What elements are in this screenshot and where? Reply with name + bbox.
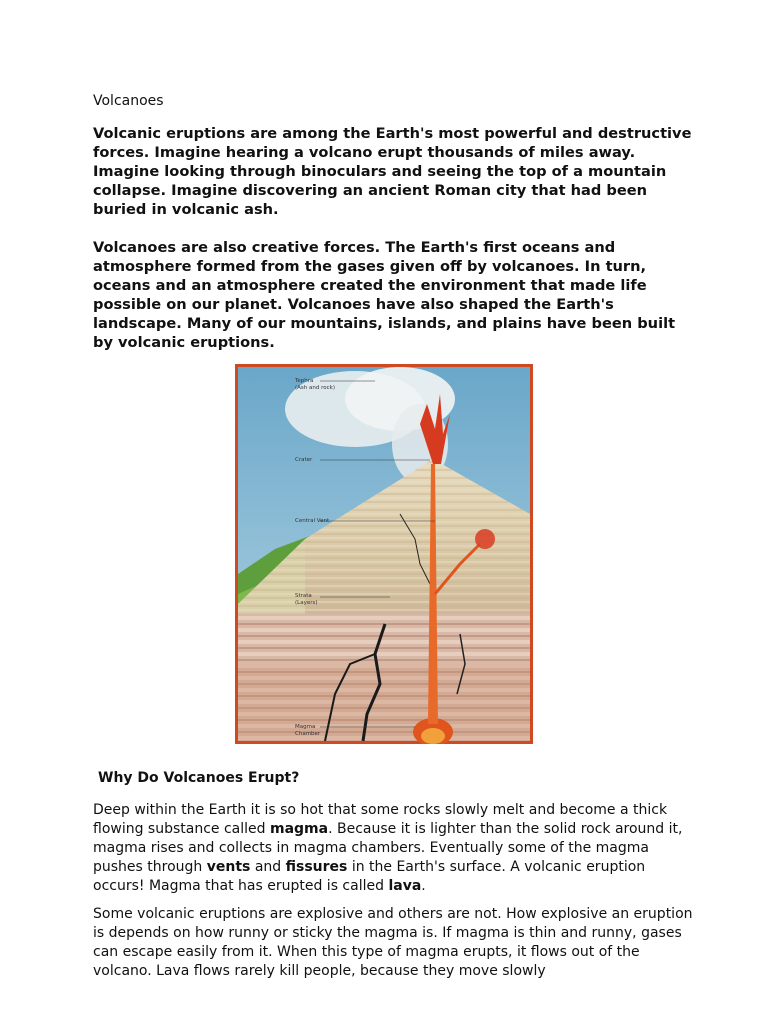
paragraph-1: Deep within the Earth it is so hot that some rocks slowly melt and become a thick flowing substance called magma. Because it is lighter than the solid rock around it, magma rises and collects in magma chambers. Eventually some of the magma pushes through vents and fissures in the Earth's surface. A volcanic eruption occurs! Magma that has erupted is called lava. — [93, 802, 683, 894]
document-title: Volcanoes — [93, 93, 164, 109]
label-strata-sub: (Layers) — [295, 600, 318, 606]
label-crater: Crater — [295, 457, 313, 463]
intro-paragraph-2: Volcanoes are also creative forces. The Earth's first oceans and atmosphere formed from the gases given off by volcanoes. In turn, oceans and an atmosphere created the environment that made life possible on our planet. Volcanoes have also shaped the Earth's landscape. Many of our mountains, islands, and plains have been built by volcanic eruptions. — [93, 239, 676, 351]
intro-paragraph-1: Volcanic eruptions are among the Earth's most powerful and destructive forces. Imagine hearing a volcano erupt thousands of miles away. Imagine looking through binoculars and seeing the top of a mountain collapse. Imagine discovering an ancient Roman city that had been buried in volcanic ash. — [93, 125, 692, 218]
volcano-diagram — [235, 364, 533, 744]
section-heading: Why Do Volcanoes Erupt? — [98, 770, 300, 786]
term-lava: lava — [388, 878, 422, 894]
term-fissures: fissures — [285, 859, 348, 875]
label-strata: Strata — [295, 593, 312, 599]
body-text — [93, 801, 693, 990]
label-magma: Magma — [295, 724, 316, 730]
paragraph-2: Some volcanic eruptions are explosive and others are not. How explosive an eruption is depends on how runny or sticky the magma is. If magma is thin and runny, gases can escape easily from it. When this type of magma erupts, it flows out of the volcano. Lava flows rarely kill people, because they move slowly — [93, 906, 693, 979]
label-tephra: Tephra — [295, 378, 314, 384]
intro-text — [93, 124, 693, 371]
label-central-vent: Central Vent — [295, 518, 330, 524]
term-vents: vents — [206, 859, 251, 875]
label-magma-sub: Chamber — [295, 731, 321, 737]
label-tephra-sub: (Ash and rock) — [295, 385, 335, 391]
term-magma: magma — [270, 821, 329, 837]
